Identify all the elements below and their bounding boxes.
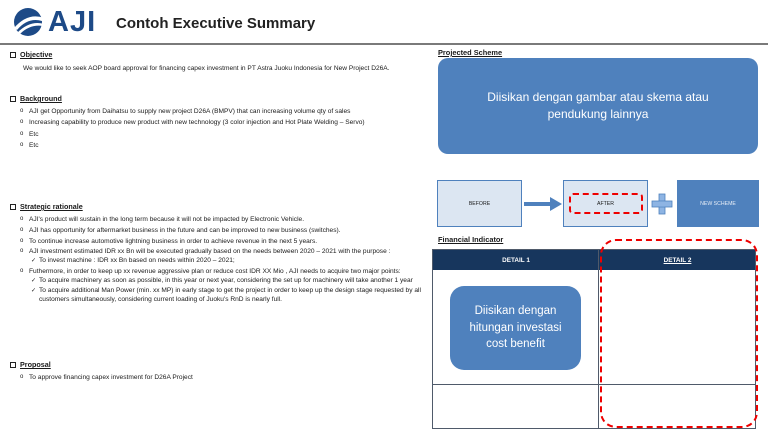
financial-placeholder: Diisikan dengan hitungan investasi cost benefit xyxy=(450,286,581,370)
detail-2-header: DETAIL 2 xyxy=(663,256,692,264)
sub-list-item: ✓ To acquire machinery as soon as possible, in this year or next year, considering the set up for machinery will take another 1 year xyxy=(29,277,426,286)
proposal-list xyxy=(20,374,426,383)
background-section xyxy=(10,94,426,153)
projected-scheme-placeholder: Diisikan dengan gambar atau skema atau pendukung lainnya xyxy=(438,58,758,154)
summary-text-column xyxy=(10,48,426,433)
plus-icon xyxy=(651,193,673,215)
background-list xyxy=(20,108,426,152)
strategic-list xyxy=(20,216,426,305)
logo-mark-icon xyxy=(8,6,48,38)
page-title: Contoh Executive Summary xyxy=(116,15,316,32)
list-item: o AJI investment estimated IDR xx Bn will be executed gradually based on the needs between 2020 – 2021 with the purpose : ✓ To invest machine : IDR xx Bn based on needs within 2020 – 2021; xyxy=(20,248,426,266)
strategic-section xyxy=(10,202,426,307)
list-item: o AJI get Opportunity from Daihatsu to supply new project D26A (BMPV) that can increasing volume qty of sales xyxy=(20,108,426,117)
sub-list-item: ✓ To acquire additional Man Power (min. xx MP) in early stage to get the project in order to keep up the design stage requested by all customers simultaneously, considering current loading of Juoku's RnD is nearly full. xyxy=(29,287,426,305)
list-item: o Increasing capability to produce new product with new technology (3 color injection and Hot Plate Welding – Servo) xyxy=(20,119,426,128)
sub-list-item: ✓ To invest machine : IDR xx Bn based on needs within 2020 – 2021; xyxy=(29,257,426,266)
proposal-section xyxy=(10,360,426,385)
checkbox-icon xyxy=(10,52,16,58)
header xyxy=(0,0,768,44)
list-item: o AJI has opportunity for aftermarket business in the future and can be improved to new business (switches). xyxy=(20,227,426,236)
list-item: o Etc xyxy=(20,142,426,151)
background-heading: Background xyxy=(20,94,62,103)
proposal-heading: Proposal xyxy=(20,360,51,369)
strategic-heading: Strategic rationale xyxy=(20,202,83,211)
checkbox-icon xyxy=(10,362,16,368)
after-highlight: AFTER xyxy=(569,193,643,214)
logo-text: AJI xyxy=(48,6,97,38)
company-logo xyxy=(8,6,100,38)
objective-text: We would like to seek AOP board approval for financing capex investment in PT Astra Juoku Indonesia for New Project D26A. xyxy=(23,64,390,72)
detail-1-header: DETAIL 1 xyxy=(502,256,530,264)
arrow-right-icon xyxy=(524,196,562,212)
new-scheme-box: NEW SCHEME xyxy=(677,180,759,227)
table-column-divider xyxy=(598,250,599,428)
checkbox-icon xyxy=(10,204,16,210)
header-divider xyxy=(0,43,768,45)
objective-section xyxy=(10,50,426,74)
list-item: o AJI's product will sustain in the long term because it will not be impacted by Electronic Vehicle. xyxy=(20,216,426,225)
projected-scheme-label: Projected Scheme xyxy=(438,48,503,57)
checkbox-icon xyxy=(10,96,16,102)
after-box xyxy=(563,180,648,227)
list-item: o To approve financing capex investment for D26A Project xyxy=(20,374,426,383)
detail-2-highlight xyxy=(600,239,758,428)
financial-indicator-label: Financial Indicator xyxy=(438,235,504,244)
list-item: o Etc xyxy=(20,131,426,140)
before-box: BEFORE xyxy=(437,180,522,227)
list-item: o To continue increase automotive lightning business in order to achieve revenue in the next 5 years. xyxy=(20,238,426,247)
list-item: o Futhermore, in order to keep up xx revenue aggressive plan or reduce cost IDR XX Mio , AJI needs to acquire two major points: ✓ To acquire machinery as soon as possible, in this year or next year, considering the set up for machinery will take another 1 year ✓ To acquire additional Man Power (min. xx MP) in early stage to get the project in order to keep up the design stage requested by all customers simultaneously, considering current loading of Juoku's RnD is nearly full. xyxy=(20,268,426,305)
objective-heading: Objective xyxy=(20,50,53,59)
